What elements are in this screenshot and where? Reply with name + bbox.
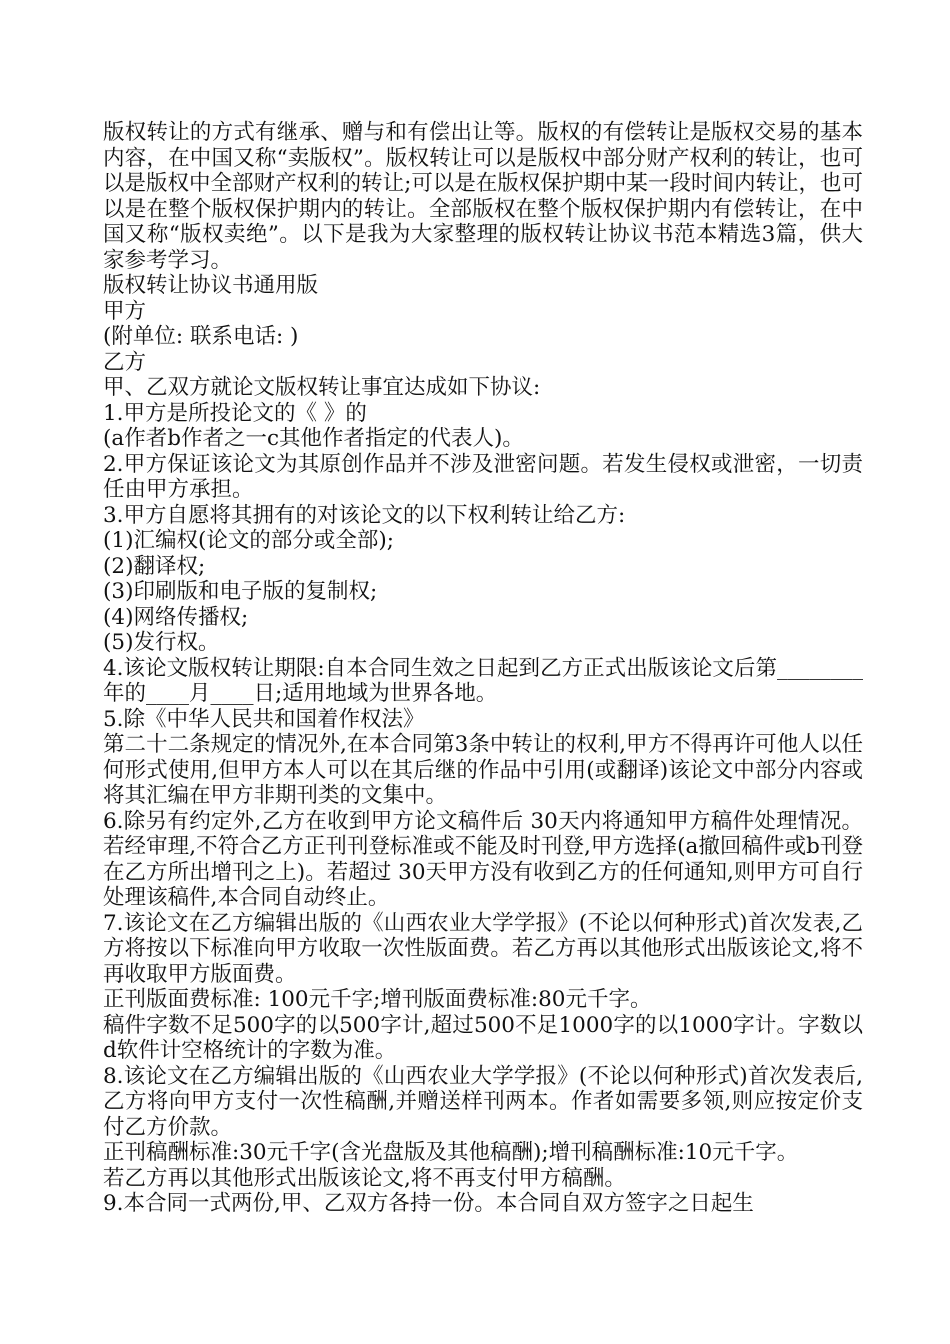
right-item-2: (2)翻译权; xyxy=(103,553,206,579)
document-body xyxy=(103,120,863,1217)
clause-7: 7.该论文在乙方编辑出版的《山西农业大学学报》(不论以何种形式)首次发表,乙方将按以下标准向甲方收取一次性版面费。若乙方再以其他形式出版该论文,将不再收取甲方版面费。 xyxy=(103,910,863,987)
right-item-5: (5)发行权。 xyxy=(103,630,220,655)
clause-5: 5.除《中华人民共和国着作权法》 xyxy=(103,706,425,732)
clause-1: 1.甲方是所投论文的《 》的 xyxy=(103,400,367,426)
agreement-preamble: 甲、乙双方就论文版权转让事宜达成如下协议: xyxy=(103,375,541,400)
right-item-4: (4)网络传播权; xyxy=(103,604,249,630)
royalty-note: 若乙方再以其他形式出版该论文,将不再支付甲方稿酬。 xyxy=(103,1165,626,1191)
right-item-1: (1)汇编权(论文的部分或全部); xyxy=(103,528,394,553)
document-title: 版权转让协议书通用版 xyxy=(103,273,319,298)
royalty-standard: 正刊稿酬标准:30元千字(含光盘版及其他稿酬);增刊稿酬标准:10元千字。 xyxy=(103,1140,799,1165)
clause-9: 9.本合同一式两份,甲、乙双方各持一份。本合同自双方签字之日起生 xyxy=(103,1191,754,1216)
party-a-contact-note: (附单位: 联系电话: ) xyxy=(103,324,299,349)
party-a-label: 甲方 xyxy=(103,298,147,324)
party-b-label: 乙方 xyxy=(103,349,147,375)
word-count-rule: 稿件字数不足500字的以500字计,超过500不足1000字的以1000字计。字数以d软件计空格统计的字数为准。 xyxy=(103,1012,863,1063)
clause-4: 4.该论文版权转让期限:自本合同生效之日起到乙方正式出版该论文后第________年的____月____日;适用地域为世界各地。 xyxy=(103,655,863,706)
intro-paragraph: 版权转让的方式有继承、赠与和有偿出让等。版权的有偿转让是版权交易的基本内容，在中国又称“卖版权”。版权转让可以是版权中部分财产权利的转让，也可以是版权中全部财产权利的转让;可以是在版权保护期中某一段时间内转让，也可以是在整个版权保护期内的转让。全部版权在整个版权保护期内有偿转让，在中国又称“版权卖绝”。以下是我为大家整理的版权转让协议书范本精选3篇，供大家参考学习。 xyxy=(103,120,863,273)
clause-3: 3.甲方自愿将其拥有的对该论文的以下权利转让给乙方: xyxy=(103,502,626,528)
clause-5-continued: 第二十二条规定的情况外,在本合同第3条中转让的权利,甲方不得再许可他人以任何形式使用,但甲方本人可以在其后继的作品中引用(或翻译)该论文中部分内容或将其汇编在甲方非期刊类的文集中。 xyxy=(103,732,863,808)
fee-standard: 正刊版面费标准: 100元千字;增刊版面费标准:80元千字。 xyxy=(103,987,652,1012)
clause-8: 8.该论文在乙方编辑出版的《山西农业大学学报》(不论以何种形式)首次发表后,乙方将向甲方支付一次性稿酬,并赠送样刊两本。作者如需要多领,则应按定价支付乙方价款。 xyxy=(103,1063,863,1140)
right-item-3: (3)印刷版和电子版的复制权; xyxy=(103,579,378,604)
clause-1-note: (a作者b作者之一c其他作者指定的代表人)。 xyxy=(103,426,524,451)
clause-2: 2.甲方保证该论文为其原创作品并不涉及泄密问题。若发生侵权或泄密，一切责任由甲方承担。 xyxy=(103,451,863,502)
clause-6: 6.除另有约定外,乙方在收到甲方论文稿件后 30天内将通知甲方稿件处理情况。若经审理,不符合乙方正刊刊登标准或不能及时刊登,甲方选择(a撤回稿件或b刊登在乙方所出增刊之上)。若超过 30天甲方没有收到乙方的任何通知,则甲方可自行处理该稿件,本合同自动终止。 xyxy=(103,808,863,910)
